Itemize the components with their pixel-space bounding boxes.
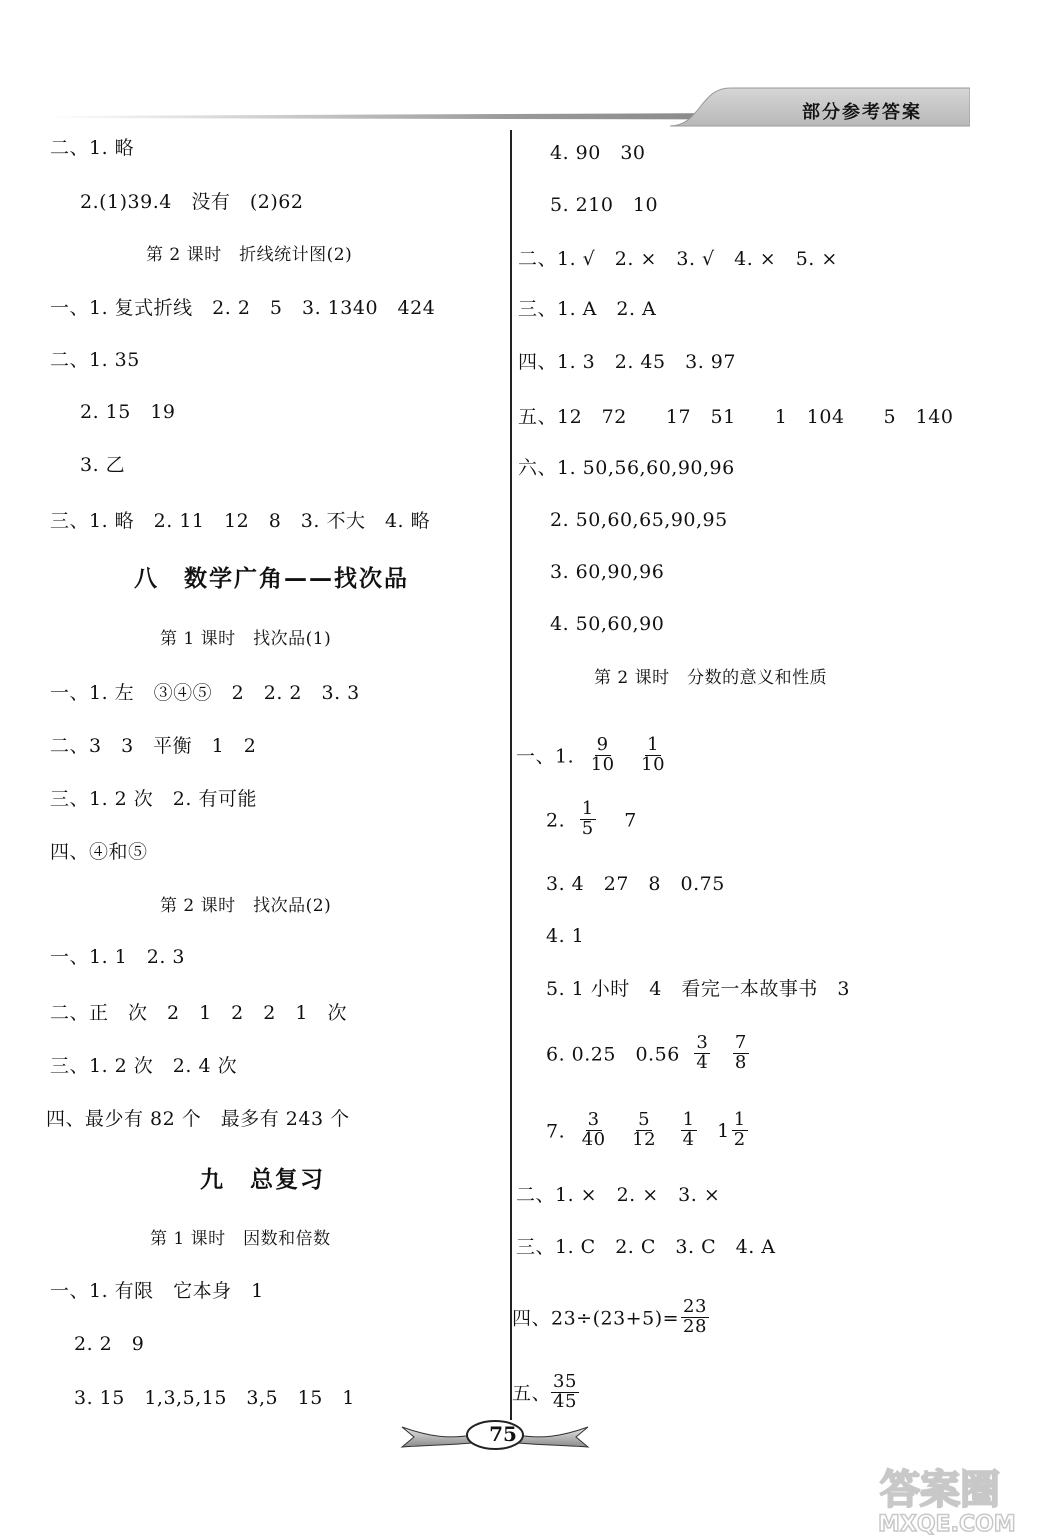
fraction: $\frac{1}{10}$ (641, 734, 666, 775)
right-line-2: 5. 210 10 (550, 194, 659, 216)
right-line-1: 4. 90 30 (550, 142, 646, 164)
lesson-caption: 第 2 课时 折线统计图(2) (146, 245, 353, 265)
line-prefix: 6. 0.25 0.56 (546, 1043, 680, 1066)
mixed-number-int: 1 (717, 1120, 730, 1143)
left-line-16: 一、1. 有限 它本身 1 (50, 1280, 264, 1302)
right-line-18: 二、1. × 2. × 3. × (516, 1184, 721, 1206)
header-title: 部分参考答案 (802, 102, 922, 123)
watermark-text: 答案圈 (880, 1467, 1000, 1513)
fraction: $\frac{9}{10}$ (590, 734, 615, 775)
lesson-caption: 第 2 课时 分数的意义和性质 (594, 668, 828, 688)
right-line-16 (546, 1032, 757, 1075)
right-line-8: 2. 50,60,65,90,95 (550, 509, 728, 531)
left-line-7: 三、1. 略 2. 11 12 8 3. 不大 4. 略 (50, 510, 431, 532)
line-prefix: 四、23÷(23+5)= (512, 1307, 680, 1330)
right-line-11 (516, 734, 675, 777)
left-line-13: 二、正 次 2 1 2 2 1 次 (50, 1002, 347, 1024)
left-line-10: 三、1. 2 次 2. 有可能 (50, 788, 257, 810)
left-line-12: 一、1. 1 2. 3 (50, 946, 186, 968)
right-line-12 (546, 798, 637, 841)
column-divider (510, 130, 512, 1420)
line-tail: 7 (624, 809, 637, 832)
left-line-1: 二、1. 略 (50, 137, 135, 159)
right-line-20 (512, 1296, 717, 1339)
fraction: $\frac{3}{40}$ (581, 1109, 606, 1150)
right-line-19: 三、1. C 2. C 3. C 4. A (516, 1236, 776, 1258)
right-line-13: 3. 4 27 8 0.75 (546, 873, 725, 895)
right-line-7: 六、1. 50,56,60,90,96 (518, 457, 735, 479)
fraction: $\frac{3}{4}$ (696, 1032, 709, 1073)
fraction: $\frac{23}{28}$ (683, 1296, 707, 1337)
left-line-14: 三、1. 2 次 2. 4 次 (50, 1055, 238, 1077)
left-line-2: 2.(1)39.4 没有 (2)62 (80, 191, 304, 213)
left-line-9: 二、3 3 平衡 1 2 (50, 735, 257, 757)
page-number: 75 (489, 1422, 517, 1446)
left-line-17: 2. 2 9 (74, 1333, 145, 1355)
right-line-3: 二、1. √ 2. × 3. √ 4. × 5. × (518, 248, 838, 270)
left-line-3: 一、1. 复式折线 2. 2 5 3. 1340 424 (50, 297, 436, 319)
line-prefix: 五、 (512, 1382, 552, 1405)
left-line-18: 3. 15 1,3,5,15 3,5 15 1 (74, 1387, 355, 1409)
fraction: $\frac{35}{45}$ (553, 1371, 577, 1412)
right-line-6: 五、12 72 17 51 1 104 5 140 (518, 406, 954, 428)
section-title: 八 数学广角——找次品 (134, 566, 409, 592)
fraction: $\frac{7}{8}$ (734, 1032, 747, 1073)
lesson-caption: 第 1 课时 找次品(1) (160, 629, 332, 649)
right-line-17 (546, 1109, 756, 1152)
right-line-21 (512, 1371, 587, 1414)
lesson-caption: 第 1 课时 因数和倍数 (150, 1229, 331, 1249)
watermark-logo (870, 1455, 1050, 1535)
left-line-15: 四、最少有 82 个 最多有 243 个 (46, 1108, 350, 1130)
left-line-6: 3. 乙 (80, 454, 126, 476)
left-line-4: 二、1. 35 (50, 349, 140, 371)
line-prefix: 一、1. (516, 745, 575, 768)
right-line-9: 3. 60,90,96 (550, 561, 665, 583)
line-prefix: 7. (546, 1120, 566, 1143)
right-line-4: 三、1. A 2. A (518, 298, 657, 320)
section-title: 九 总复习 (200, 1167, 325, 1193)
right-line-14: 4. 1 (546, 925, 585, 947)
right-line-10: 4. 50,60,90 (550, 613, 665, 635)
fraction: $\frac{1}{2}$ (733, 1109, 746, 1150)
lesson-caption: 第 2 课时 找次品(2) (160, 896, 332, 916)
line-prefix: 2. (546, 809, 566, 832)
left-line-8: 一、1. 左 ③④⑤ 2 2. 2 3. 3 (50, 682, 360, 704)
left-line-11: 四、④和⑤ (50, 841, 148, 863)
left-line-5: 2. 15 19 (80, 401, 176, 423)
watermark-url: MXQE.COM (878, 1512, 1016, 1535)
right-line-5: 四、1. 3 2. 45 3. 97 (518, 351, 736, 373)
fraction: $\frac{1}{5}$ (581, 798, 594, 839)
right-line-15: 5. 1 小时 4 看完一本故事书 3 (546, 978, 850, 1000)
fraction: $\frac{5}{12}$ (632, 1109, 657, 1150)
fraction: $\frac{1}{4}$ (682, 1109, 695, 1150)
